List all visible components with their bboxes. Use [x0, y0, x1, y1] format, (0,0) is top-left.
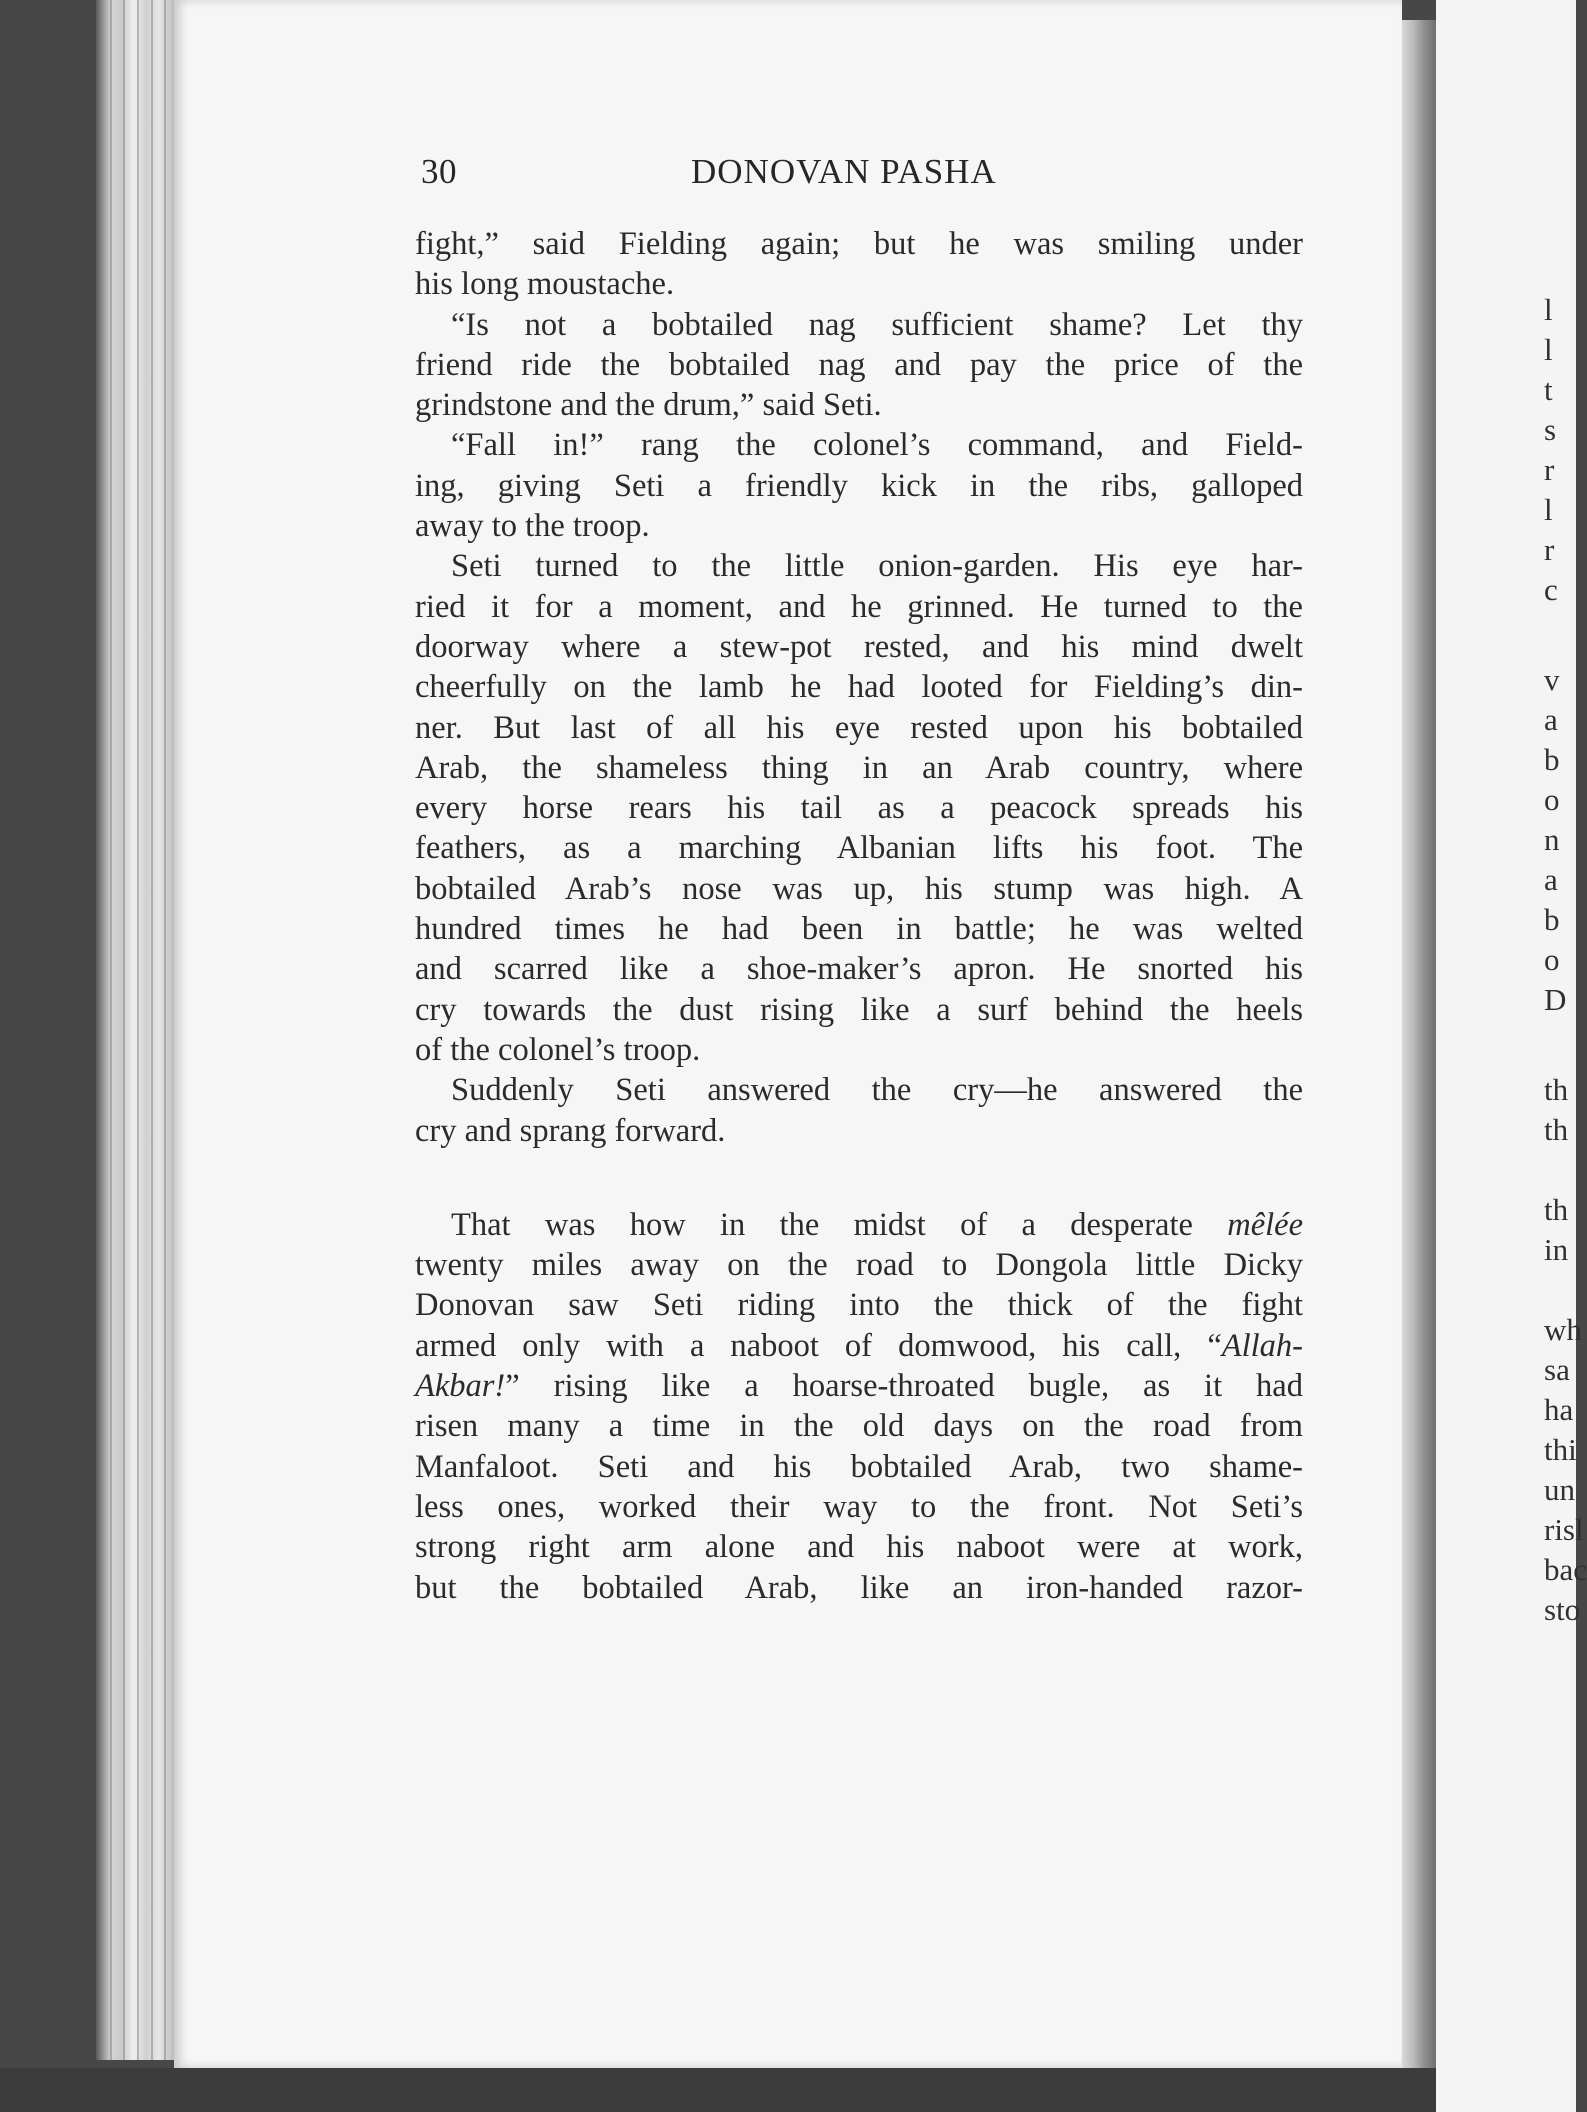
book-gutter	[1402, 20, 1436, 2070]
paragraph	[415, 1205, 1303, 1608]
facing-page-fragment: D	[1544, 982, 1567, 1017]
facing-page-fragment: c	[1544, 572, 1558, 607]
text-line: cry and sprang forward.	[415, 1112, 726, 1149]
facing-page-fragment: n	[1544, 822, 1560, 857]
section-break	[415, 1151, 1303, 1205]
text-line: ing, giving Seti a friendly kick in the ribs, galloped	[415, 467, 1303, 504]
facing-page-fragment: un	[1544, 1472, 1575, 1507]
text-line: Suddenly Seti answered the cry—he answered the	[451, 1072, 1303, 1109]
facing-page-fragment: o	[1544, 782, 1560, 817]
text-line: cheerfully on the lamb he had looted for Fielding’s din-	[415, 669, 1303, 706]
text-line: grindstone and the drum,” said Seti.	[415, 387, 882, 424]
facing-page-fragment: th	[1544, 1112, 1569, 1147]
facing-page-fragment: th	[1544, 1192, 1569, 1227]
italic-word: Allah-	[1221, 1327, 1303, 1364]
facing-page-fragment: bac	[1544, 1552, 1587, 1587]
text-line: risen many a time in the old days on the road from	[415, 1408, 1303, 1445]
facing-page-fragment: r	[1544, 532, 1555, 567]
page-number: 30	[421, 152, 457, 191]
text-line: twenty miles away on the road to Dongola little Dicky	[415, 1247, 1303, 1284]
facing-page-fragment: t	[1544, 372, 1553, 407]
text-line: friend ride the bobtailed nag and pay the price of the	[415, 346, 1303, 383]
facing-page-fragment: s	[1544, 412, 1557, 447]
text-line: Manfaloot. Seti and his bobtailed Arab, two shame-	[415, 1448, 1303, 1485]
paragraph	[415, 425, 1303, 546]
text-line: Seti turned to the little onion-garden. His eye har-	[451, 548, 1303, 585]
facing-page-fragment: sa	[1544, 1352, 1570, 1387]
facing-page-fragment: b	[1544, 902, 1560, 937]
facing-page-fragment: a	[1544, 702, 1558, 737]
text-line: Arab, the shameless thing in an Arab country, where	[415, 749, 1303, 786]
facing-page-fragment: v	[1544, 662, 1560, 697]
text-line: away to the troop.	[415, 508, 650, 545]
text-line: ried it for a moment, and he grinned. He turned to the	[415, 588, 1303, 625]
text-line: ner. But last of all his eye rested upon his bobtailed	[415, 709, 1303, 746]
facing-page-fragment: risl	[1544, 1512, 1584, 1547]
paragraph	[415, 224, 1303, 305]
text-line: less ones, worked their way to the front. Not Seti’s	[415, 1488, 1303, 1525]
facing-page-fragment: wh	[1544, 1312, 1582, 1347]
text-line: fight,” said Fielding again; but he was smiling under	[415, 226, 1303, 262]
text-line: feathers, as a marching Albanian lifts his foot. The	[415, 830, 1303, 867]
text-line: Donovan saw Seti riding into the thick of the fight	[415, 1287, 1303, 1324]
text-line: “Is not a bobtailed nag sufficient shame? Let thy	[451, 306, 1303, 343]
text-line: but the bobtailed Arab, like an iron-handed razor-	[415, 1569, 1303, 1606]
facing-page-text-fragments	[1540, 0, 1587, 2112]
facing-page-fragment: in	[1544, 1232, 1569, 1267]
text-line: “Fall in!” rang the colonel’s command, and Field-	[451, 427, 1303, 464]
book-page-edges	[96, 0, 180, 2060]
facing-page-fragment: sto	[1544, 1592, 1581, 1627]
text-line: Akbar!” rising like a hoarse-throated bugle, as it had	[415, 1368, 1303, 1405]
italic-word: Akbar!	[415, 1368, 506, 1405]
text-line: hundred times he had been in battle; he was welted	[415, 911, 1303, 948]
text-line: bobtailed Arab’s nose was up, his stump was high. A	[415, 870, 1303, 907]
facing-page-fragment: o	[1544, 942, 1560, 977]
facing-page-fragment: l	[1544, 292, 1553, 327]
facing-page-fragment: ha	[1544, 1392, 1574, 1427]
text-line: strong right arm alone and his naboot were at work,	[415, 1529, 1303, 1566]
facing-page-fragment: l	[1544, 492, 1553, 527]
book-title: DONOVAN PASHA	[691, 152, 997, 191]
text-line: his long moustache.	[415, 266, 675, 303]
running-head	[421, 152, 1043, 196]
text-line: cry towards the dust rising like a surf behind the heels	[415, 991, 1303, 1028]
text-line: and scarred like a shoe-maker’s apron. He snorted his	[415, 951, 1303, 988]
facing-page-fragment: th	[1544, 1072, 1569, 1107]
paragraph	[415, 305, 1303, 426]
facing-page-fragment: b	[1544, 742, 1560, 777]
text-line: doorway where a stew-pot rested, and his mind dwelt	[415, 628, 1303, 665]
text-line: of the colonel’s troop.	[415, 1031, 701, 1068]
text-line: armed only with a naboot of domwood, his call, “Allah-	[415, 1327, 1303, 1364]
facing-page-fragment: a	[1544, 862, 1558, 897]
scan-background	[0, 2068, 1436, 2112]
paragraph	[415, 1070, 1303, 1151]
facing-page-fragment: thi	[1544, 1432, 1577, 1467]
italic-word: mêlée	[1227, 1206, 1303, 1243]
facing-page-fragment: r	[1544, 452, 1555, 487]
text-line: That was how in the midst of a desperate mêlée	[451, 1206, 1303, 1243]
text-line: every horse rears his tail as a peacock spreads his	[415, 790, 1303, 827]
facing-page-fragment: l	[1544, 332, 1553, 367]
page-body-text	[415, 224, 1303, 1608]
paragraph	[415, 546, 1303, 1070]
